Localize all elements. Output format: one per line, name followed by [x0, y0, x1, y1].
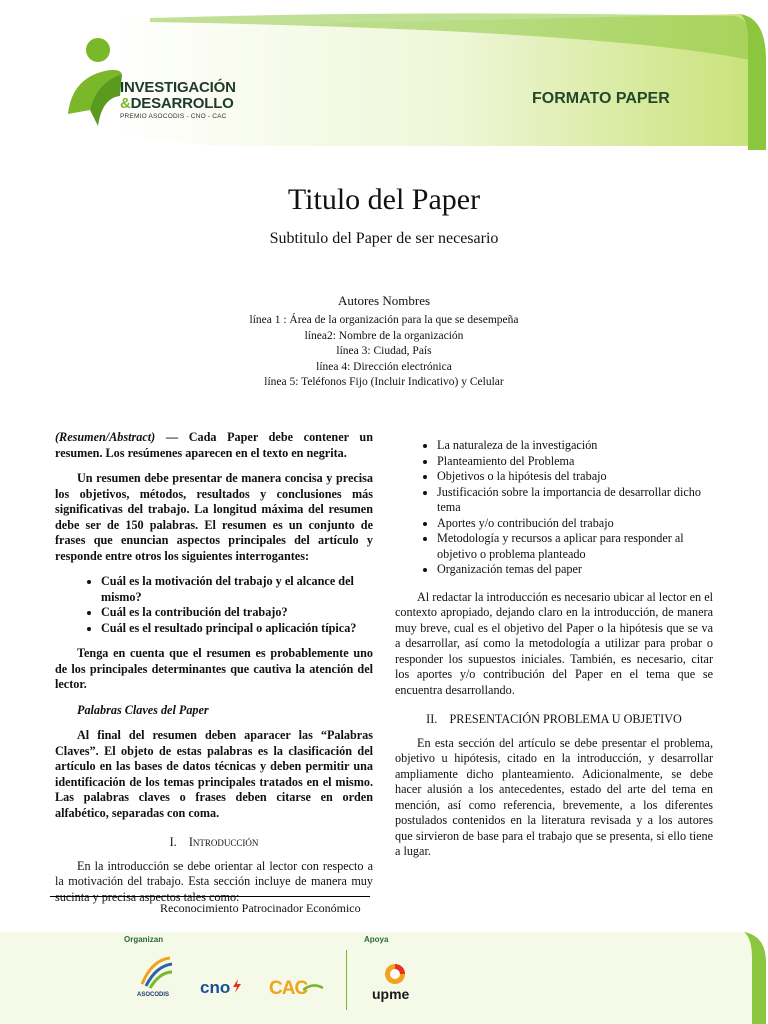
asocodis-logo-text: ASOCODIS: [137, 992, 170, 998]
section-2-heading: [395, 712, 713, 728]
abstract-body-paragraph: Un resumen debe presentar de manera concisa y precisa los objetivos, métodos, resultados y conclusiones más significativas del trabajo. La longitud máxima del resumen debe ser de 150 palabras. El resumen es un conjunto de frases que enuncian aspectos principales del artículo y responde entre otros los siguientes interrogantes:: [55, 471, 373, 563]
affiliation-line-3: línea 3: Ciudad, País: [336, 345, 432, 357]
problem-paragraph: En esta sección del artículo se debe presentar el problema, objetivo u hipótesis, citado en la introducción, y desarrollar ampliamente dicho planteamiento. Adicionalmente, se debe hacer alusión a los antecedentes, estado del arte del tema en mención, así como referencia, brevemente, a los diferentes postulados contenidos en la literatura revisada y a los autores que sirvieron de base para el trabajo que se presenta, si ello tiene a lugar.: [395, 735, 713, 858]
asocodis-logo-icon: [138, 954, 174, 990]
list-item: • Justificación sobre la importancia de desarrollar dicho tema: [437, 485, 713, 516]
logo-ampersand: &: [120, 95, 131, 112]
formato-paper-label: FORMATO PAPER: [532, 90, 670, 107]
abstract-questions-list: [55, 574, 373, 636]
upme-logo-text: upme: [372, 986, 410, 1002]
cac-swoosh-icon: [303, 984, 323, 994]
list-item: • Objetivos o la hipótesis del trabajo: [437, 469, 713, 485]
right-column: [395, 438, 713, 870]
left-column: [55, 430, 373, 915]
abstract-text: — Cada Paper debe contener un resumen. Los resúmenes aparecen en el texto en negrita.: [55, 430, 373, 460]
logo-line-3: PREMIO ASOCODIS - CNO - CAC: [120, 113, 227, 120]
cac-logo-text: CAC: [269, 978, 308, 999]
keywords-heading: Palabras Claves del Paper: [77, 702, 209, 717]
section-1-title: Introducción: [188, 835, 259, 849]
logo-line-2: [120, 96, 236, 112]
authors-names: Autores Nombres: [337, 293, 431, 308]
logo-icon: [62, 36, 124, 132]
list-item: • Cuál es el resultado principal o aplicación típica?: [101, 621, 373, 637]
section-1-heading: [55, 835, 373, 851]
introduction-context-paragraph: Al redactar la introducción es necesario ubicar al lector en el contexto apropiado, dejando claro en la introducción, de manera muy breve, cual es el objetivo del Paper o la hipótesis que se va a desarrollar, así como la metodología a utilizar para probar o responder los supuestos iniciales. También, es necesario, citar los aportes y/o contribución del Paper en el tema que se encuentra desarrollando.: [395, 589, 713, 697]
section-2-title: PRESENTACIÓN PROBLEMA U OBJETIVO: [449, 712, 682, 726]
paper-title: Titulo del Paper: [287, 183, 481, 216]
affiliation-line-4: línea 4: Dirección electrónica: [316, 360, 452, 373]
footer-divider: [346, 950, 347, 1010]
header-banner: [0, 0, 768, 150]
logo-line-1: INVESTIGACIÓN: [120, 79, 236, 96]
list-item: • Cuál es la motivación del trabajo y el alcance del mismo?: [101, 574, 373, 605]
affiliation-block: [0, 313, 768, 391]
section-2-number: II.: [426, 712, 438, 726]
abstract-paragraph: [55, 430, 373, 461]
logo-line-2-text: DESARROLLO: [130, 95, 234, 112]
apoya-label: Apoya: [364, 935, 389, 944]
list-item: • Metodología y recursos a aplicar para responder al objetivo o problema planteado: [437, 531, 713, 562]
logo-text: [120, 80, 236, 122]
affiliation-line-5: línea 5: Teléfonos Fijo (Incluir Indicativo) y Celular: [264, 376, 504, 388]
list-item: • Cuál es la contribución del trabajo?: [101, 605, 373, 621]
footnote-sponsor: Reconocimiento Patrocinador Económico: [160, 901, 361, 915]
list-item: • Planteamiento del Problema: [437, 454, 713, 470]
abstract-note-paragraph: Tenga en cuenta que el resumen es probablemente uno de los principales determinantes que cautiva la atención del lector.: [55, 646, 373, 691]
list-item: • Organización temas del paper: [437, 562, 713, 578]
introduction-paragraph: En la introducción se debe orientar al lector con respecto a la motivación del trabajo. Esta sección incluye de manera muy sucinta y precisa aspectos tales como:: [55, 858, 373, 904]
keywords-paragraph: Al final del resumen deben aparacer las “Palabras Claves”. El objeto de estas palabras es la clasificación del artículo en las bases de datos técnicas y deben permitir una identificación de los temas principales tratados en el mismo. Las palabras claves o frases deben citarse en orden alfabético, separadas con coma.: [55, 728, 373, 820]
list-item: • La naturaleza de la investigación: [437, 438, 713, 454]
abstract-lead: (Resumen/Abstract): [55, 430, 156, 444]
affiliation-line-1: línea 1 : Área de la organización para la que se desempeña: [249, 314, 519, 326]
paper-subtitle: Subtitulo del Paper de ser necesario: [269, 230, 499, 247]
organizan-label: Organizan: [124, 935, 164, 944]
footnote-divider: [50, 896, 370, 897]
list-item: • Aportes y/o contribución del trabajo: [437, 516, 713, 532]
upme-logo-icon: [383, 962, 407, 986]
cno-bolt-icon: [232, 979, 242, 993]
introduction-aspects-list: [395, 438, 713, 578]
section-1-number: I.: [169, 835, 177, 849]
affiliation-line-2: línea2: Nombre de la organización: [304, 329, 464, 342]
cno-logo-text: cno: [200, 978, 231, 997]
